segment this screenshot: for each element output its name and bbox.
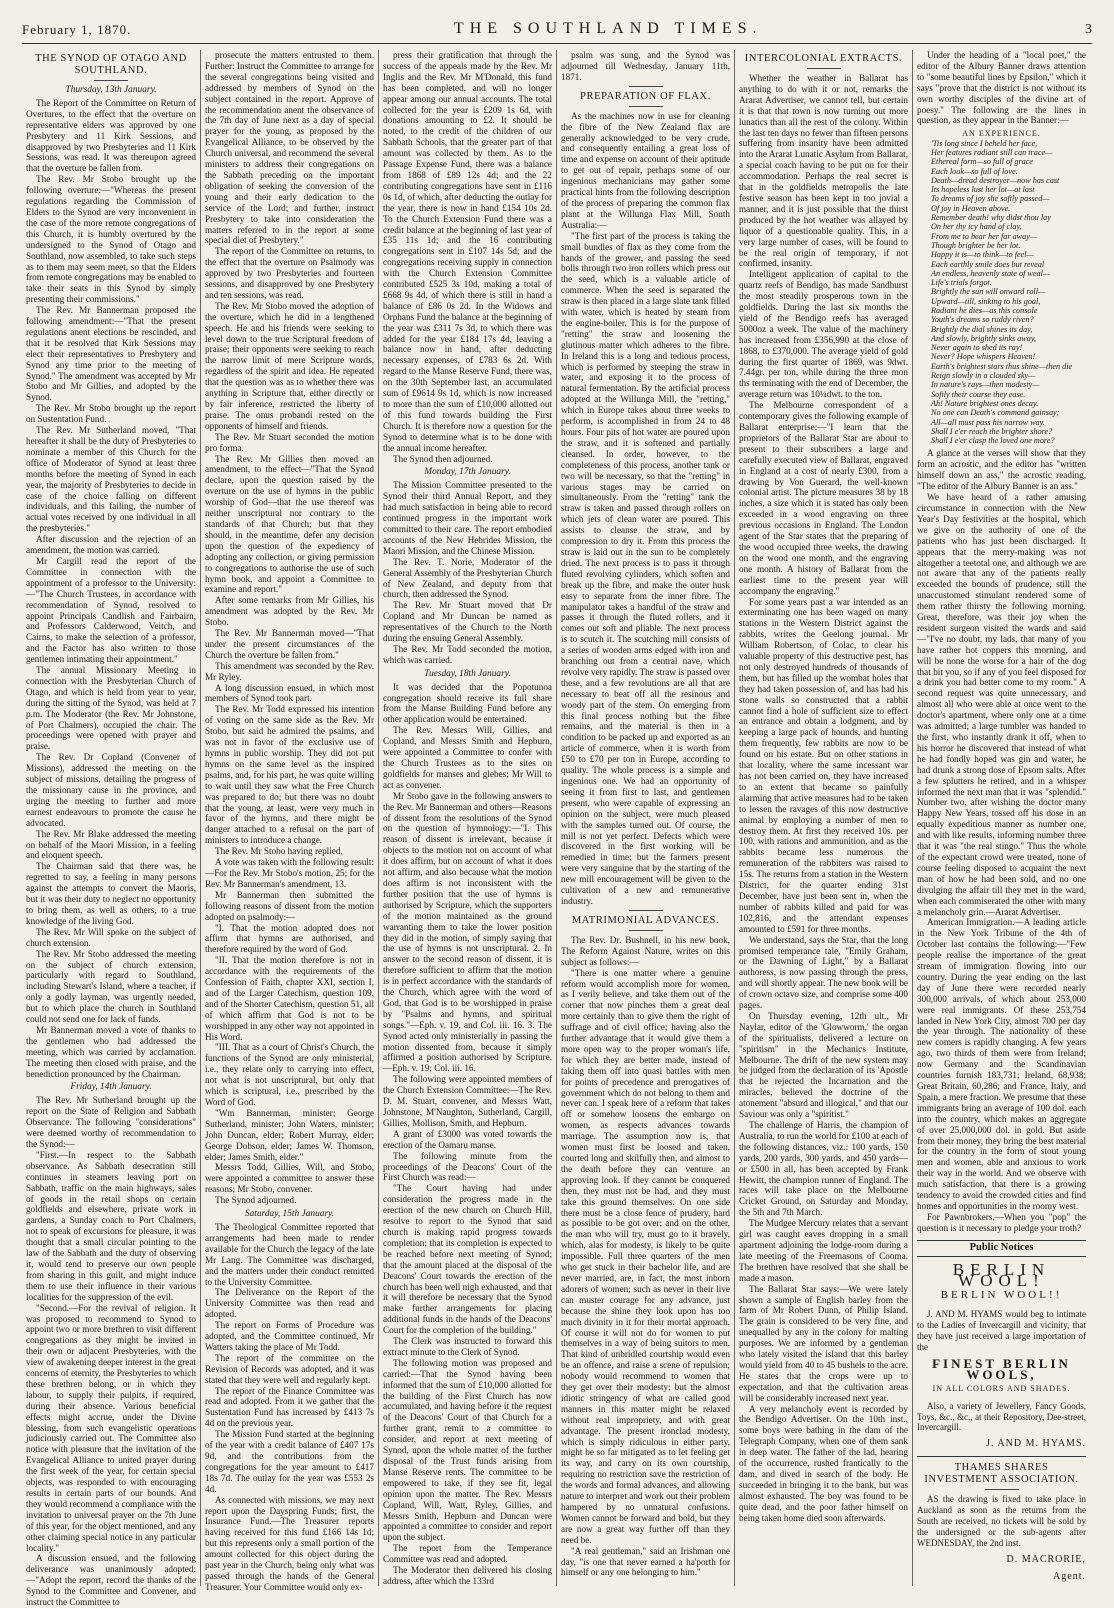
paragraph: After discussion and the rejection of an amendment, the motion was carried. xyxy=(26,534,196,556)
poem-line: Radiant he dies—as this console xyxy=(931,305,1038,315)
divider xyxy=(629,86,663,87)
column-4 xyxy=(556,50,734,1586)
intercolonial-article xyxy=(739,73,908,1524)
synod-part-3 xyxy=(205,50,374,1206)
paragraph: The Synod adjourned. xyxy=(215,1195,297,1206)
paragraph: After some remarks from Mr Gillies, his amendment was adopted by the Rev. Mr Stobo. xyxy=(205,595,374,628)
paragraph: The Rev. Mr Blake addressed the meeting on behalf of the Maori Mission, in a feeling and eloquent speech. xyxy=(26,828,196,861)
poem-line: Remember death! why didst thou lay xyxy=(931,213,1051,223)
ad-also: Also, a variety of Jewellery, Fancy Goods, Toys, &c., &c., at their Repository, Dee-street, Invercargill. xyxy=(917,1400,1086,1433)
paragraph: Whether the weather in Ballarat has anything to do with it or not, remarks the Ararat Advertiser, we cannot tell, but certain it is that that town is now turning out more lunatics than all the rest of the colony. Within the last ten days no fewer than fifteen persons suffering from insanity have been admitted into the Ararat Lunatic Asylum from Ballarat, a special coach having to be put on for their accommodation. Perhaps the real secret is that in the goldfields metropolis the late festive season has been kept in too jovial a manner, and it is just possible that the thirst produced by the hot weather was allayed by liquor of a questionable quality. This, in a very large number of cases, will be found to be the real origin of temporary, if not confirmed, insanity. xyxy=(739,73,908,269)
paragraph: The report of the committee on the Revision of Records was adopted, and it was stated that they were well and regularly kept. xyxy=(205,1352,374,1385)
synod-part-4 xyxy=(205,1222,374,1593)
paragraph: Mr Stobo gave in the following answers to the Rev. Mr Bannerman and others—Reasons of dissent from the resolutions of the Synod on the question of hymnology:—"I. This reason of dissent is irrelevant, because it objects to the motion not on account of what it does affirm, but on account of what it does not affirm, and also because what the motion does affirm is not inconsistent with the further position that the use of hymns is authorised by Scripture, which the supporters of the motion maintained as the ground warranting them to take the lower position they did in the motion, of simply saying that the use of hymns is not unscriptural. 2. In answer to the second reason of dissent, it is therefore sufficient to affirm that the motion is in perfect accordance with the standards of the Church, which agree with the word of God, that God is to be worshipped in praise by "Psalms and hymns, and spiritual songs."—Eph. v. 19, and Col. iii. 16. 3. The Synod acted only ministerially in passing the motion dissented from, because it simply affirmed a position authorised by Scripture.—Eph. v. 19; Col. iii. 16. xyxy=(383,790,552,1074)
paragraph: press their gratification that through the success of the appeals made by the Rev. Mr Inglis and the Rev. Mr M'Donald, this fund has been completed, and will no longer appear among our annual accounts. The total collected for the year is £209 1s 6d, with donations amounting to £2. It should be noted, to the credit of the children of our Sabbath Schools, that the greater part of that amount was collected by them. As to the Passage Expense Fund, there was a balance from 1868 of £89 12s 4d; and the 22 contributing congregations have sent in £116 0s 1d, of which, after deducting the outlay for the year, there is now in hand £154 10s 2d. To the Church Extension Fund there was a credit balance at the beginning of last year of £35 11s 1d; and the 16 contributing congregations sent in £107 14s 5d; and the congregations receiving supply in connection with the Church Extension Committee contributed £525 3s 10d, making a total of £668 9s 4d, of which there is still in hand a balance of £86 0s 2d. In the Widows and Orphans Fund the balance at the beginning of the year was £311 7s 3d, to which there was added for the year £184 17s 4d, leaving a balance now in hand, after deducting necessary expenses, of £783 6s 2d. With regard to the Manse Reserve Fund, there was, on the 30th September last, an accumulated sum of £9614 9s 1d, which is now increased to more than the sum of £10,000 allotted out of this fund towards building the First Church. It is therefore now a question for the Synod to determine what is to be done with the annual income hereafter. xyxy=(383,50,552,453)
poem-line: Though brighter be her lot. xyxy=(931,240,1021,250)
column-6 xyxy=(912,50,1090,1586)
paragraph: A discussion ensued, and the following deliverance was unanimously adopted:—"Adopt the report, record the thanks of the Synod to the Committee and Convener, and instruct the Committee to xyxy=(26,1553,196,1608)
poem-title: AN EXPERIENCE. xyxy=(962,129,1041,139)
poem-line: Life's trials forgot. xyxy=(931,278,992,288)
paragraph: The report of the Committee on returns, to the effect that the overture on Psalmody was approved by two Presbyteries and fourteen sessions, and disapproved by one Presbytery and ten sessions, was read. xyxy=(205,246,374,300)
poem-line: Ah! Nature brightest ones decay. xyxy=(931,398,1039,408)
paragraph: "I. That the motion adopted does not affirm that hymns are authorised, and therefore required by the word of God. xyxy=(205,922,374,955)
paragraph: "II. That the motion therefore is not in accordance with the requirements of the Confession of Faith, chapter XXI, section I, and of the Larger Catechism, question 109, and of the Shorter Catechism, question 51, all of which affirm that God is not to be worshipped in any other way not appointed in His Word. xyxy=(205,955,374,1042)
paragraph: Intelligent application of capital to the quartz reefs of Bendigo, has made Sandhurst the most steadily prosperous town in the goldfields. During the last six months the yield of the Bendigo reefs has averaged 5000oz a week. The value of the machinery has increased from £356,990 at the close of 1868, to £370,000. The average yield of gold during the first quarter of 1869, was 9dwt. 7.44gr. per ton, while during the three mon ths terminating with the end of December, the average return was 10¼dwt. to the ton. xyxy=(739,269,908,400)
synod-dateline: Saturday, 15th January. xyxy=(244,1209,335,1220)
paragraph: The following motion was proposed and carried:—That the Synod having been informed that the sum of £10,000 allotted for the building of the First Church has now accumulated, and having before it the request of the Deacons' Court of that Church for a further grant, remit to a committee to consider, and report at next meeting of Synod, upon the whole matter of the further disposal of the Trust funds arising from Manse Reserve rents. The committee to be empowered to take, if they see fit, legal opinion upon the matter. The Rev. Messrs Copland, Will, Watt, Ryley, Gillies, and Messrs Smith, Hepburn and Duncan were appointed a committee to consider and report upon the subject. xyxy=(383,1357,552,1543)
poem-line: Ethereal form—so full of grace xyxy=(931,157,1034,167)
poem-line: To dreams of joy she softly passed— xyxy=(931,194,1050,204)
paragraph: The Rev. Mr Gillies then moved an amendment, to the effect—"That the Synod declare, upon the question raised by the overture on the use of hymns in the public worship of God—that the use thereof was neither unscriptural nor contrary to the standards of that Church; but that they should, in the meantime, defer any decision upon the question of the expediency of adopting any collection, or giving permission to congregations to authorise the use of such hymn book, and appoint a Committee to examine and report." xyxy=(205,453,374,595)
synod-part-7 xyxy=(383,682,552,1587)
poem-line: In nature's rays—then modesty— xyxy=(931,380,1040,390)
paragraph: The Rev. Mr Sutherland brought up the report on the State of Religion and Sabbath Observance. The following "considerations" were deemed worthy of recommendation to the Synod:— xyxy=(26,1095,196,1149)
paragraph: The Chairman said that there was, he regretted to say, a feeling in many persons against the attempts to convert the Maoris, but it was their duty to neglect no opportunity to bring them, as well as others, to a true knowledge of the living God. xyxy=(26,861,196,926)
berlin-wool-ad xyxy=(917,1259,1086,1451)
poem-line: All—all must pass his narrow way. xyxy=(931,417,1045,427)
poem-line: Earth's brightest stars thus shine—then die xyxy=(931,361,1073,371)
paragraph: The Rev. Mr Sutherland moved, "That hereafter it shall be the duty of Presbyteries to nominate a member of this Church for the office of Moderator of Synod at least three months before the meeting of Synod in each year, the majority of Presbyteries to decide in case of the choice falling on different individuals, and this failing, the number of actual votes received by one individual in all the presbyteries." xyxy=(26,425,196,534)
paragraph: The Deliverance on the Report of the University Committee was then read and adopted. xyxy=(205,1287,374,1320)
synod-dateline: Monday, 17th January. xyxy=(424,467,511,478)
paragraph: The Rev. Mr Bannerman moved—"That under the present circumstances of the Church the overture be fallen from." xyxy=(205,628,374,660)
columns xyxy=(22,50,1092,1608)
paragraph: The Rev. Mr Stobo brought up the report on Sustentation Fund. xyxy=(26,403,196,425)
paragraph: A glance at the verses will show that they form an acrostic, and the editor has "written himself down an ass," the acrostic reading, "The editor of the Albury Banner is an ass." xyxy=(917,448,1086,492)
synod-dateline: Thursday, 13th January. xyxy=(65,85,157,95)
paragraph: A vote was taken with the following result:—For the Rev. Mr Stobo's motion, 25; for the Rev. Mr Bannerman's amendment, 13. xyxy=(205,857,374,889)
divider xyxy=(807,68,841,69)
paragraph: The report from the Temperance Committee was read and adopted. xyxy=(383,1543,552,1565)
divider xyxy=(985,1489,1019,1490)
poem-line: Death—dread destroyer—now has cast xyxy=(931,175,1060,185)
synod-part-6 xyxy=(383,480,552,665)
paragraph: "There is one matter where a genuine reform would accomplish more for women, as I verily believe, and take them out of the corner that now pinches them a great deal more certainly than to give them the right of suffrage and of civil office; having also the further advantage that it would give them a more open way to the proper woman's life, for which they are better made, instead of taking them off into quasi battles with men for points of precedence and prerogatives of government which do not belong to them and never can. I speak here of a reform that takes off or somehow loosens the embargo on women, as respects advances towards marriage. The assumption now is, that women must first be loosed and taken, courted long and skilfully then, and almost to the death before they can venture an approving look. If they cannot be conquered then, they must not be had, and they must take this ground themselves. On one side there must be a close fence of prudery, hard as possible to be got over; and on the other, the man who will try, must go to it bravely, which, alas for modesty, is likely to be quite impossible. Full three quarters of the men who get stuck in their bachelor life, and are never married, are, in fact, the most inborn adorers of women; such as never in their live can muster courage for any advance, just because the shine they look upon has too much divinity in it for their mortal approach. Of course it will not do for women to put themselves in a way of being suitors to men. That kind of unbridled courtship would even be an offence, and raise a scene of repulsion; nobody would recommend to women that they get over their modesty; but the almost idiotic stringency of what are called good manners in this matter might be relaxed without real impropriety, and with great advantage. The present ironclad modesty, which is simply ridiculous in either party, might be so far mitigated as to let feeling get its way, and carry on its own courtship, requiring no restriction save the restriction of the words and formal advances, and allowing nature to interpret and work out their problem hampered by no unnatural confusions. Women cannot be forward and bold, but they are now a great way further off than they need be. xyxy=(561,967,730,1545)
paragraph: The Rev. Mr Stobo having replied, xyxy=(215,846,343,857)
paragraph: The Rev. Dr Copland (Convener of Missions), addressed the meeting on the subject of missions, detailing the progress of the missionary cause in the province, and urging the meeting to further and more earnest endeavours to promote the cause he advocated. xyxy=(26,752,196,828)
ad-role: Agent. xyxy=(1053,1570,1086,1582)
paragraph: The Report of the Committee on Return of Overtures, to the effect that the overture on representative elders was approved by one Presbytery and 11 Kirk Sessions, and disapproved by two Presbyteries and 11 Kirk Sessions, was read. It was thereupon agreed that the overture be fallen from. xyxy=(26,97,196,174)
poem-line: On her thy icy hand of clay, xyxy=(931,222,1022,232)
poem-line: Her features radiant still can trace— xyxy=(931,147,1053,157)
paragraph: The Mission Fund started at the beginning of the year with a credit balance of £407 17s 9d, and the contributions from the congregations for the year amount to £417 18s 7d. The outlay for the year was £553 2s 4d. xyxy=(205,1429,374,1494)
paragraph: The Rev. Mr Stobo moved the adoption of the overture, which he did in a lengthened speech. He and his friends were seeking to level down to the true Scriptural freedom of praise; their opponents were seeking to reach the narrow limit of mere Scripture words, regardless of the spirit and idea. He repeated that the question was as to whether there was anything in Scripture that, either directly or by fair inference, restricted the liberty of praise. The onus probandi rested on the opponents of himself and friends. xyxy=(205,300,374,431)
paragraph: "A real gentleman," said an Irishman one day, "is one that never earned a ha'porth for himself or any one belonging to him." xyxy=(561,1545,730,1578)
paragraph: "III. That as a court of Christ's Church, the functions of the Synod are only ministerial, i.e., they relate only to carrying into effect, not what is not unscriptural, but only that which is scriptural, i.e., prescribed by the Word of God. xyxy=(205,1042,374,1107)
intercolonial-heading: INTERCOLONIAL EXTRACTS. xyxy=(744,53,903,64)
ad-signature: D. MACRORIE, xyxy=(1006,1553,1086,1565)
paragraph: The Rev. Messrs Will, Gillies, and Copland, and Messrs Smith and Hepburn, were appointed a Committee to confer with the Church Trustees as to the sites on goldfields for manses and glebes; Mr Will to act as convener. xyxy=(383,725,552,790)
issue-date: February 1, 1870. xyxy=(22,22,132,37)
paragraph: Mr Bannerman then submitted the following reasons of dissent from the motion adopted on psalmody:— xyxy=(205,889,374,922)
paragraph: We understand, says the Star, that the long promised temperance tale, "Emily Graham, or the Dawning of Light," by a Ballarat authoress, is now passing through the press, and will shortly appear. The new book will be of crown octavo size, and comprise some 400 pages. xyxy=(739,934,908,1011)
poem-line: Its hopeless lust her lot—at last xyxy=(931,185,1035,195)
divider xyxy=(629,106,663,107)
synod-dateline: Friday, 14th January. xyxy=(70,1082,152,1093)
ad-title: THAMES SHARES INVESTMENT ASSOCIATION. xyxy=(924,1462,1079,1486)
ad-feature: FINEST BERLIN WOOLS, xyxy=(932,1355,1071,1382)
paragraph: For Pawnbrokers.—When you "pop" the question is it necessary to pledge your troth? xyxy=(917,1211,1086,1233)
paragraph: The Rev. T. Norie, Moderator of the General Assembly of the Presbyterian Church of New Zealand, and deputy from that church, then addressed the Synod. xyxy=(383,556,552,600)
paragraph: prosecute the matters entrusted to them. Further: Instruct the Committee to arrange for the several congregations being visited and addressed by members of Synod on the subject contained in the report. Approve of the recommendation anent the observance of the 7th day of June next as a day of special prayer for the young, as proposed by the Evangelical Alliance, to be observed by the Church universal, and recommend the several ministers to address their congregations on the Sabbath preceding on the important obligation of seeking the conversion of the young and their early dedication to the service of the Lord; and further, instruct Presbytery to take into consideration the matters referred to in the report at some special diet of Presbytery." xyxy=(205,50,374,246)
paragraph: The Moderator then delivered his closing address, after which the 133rd xyxy=(383,1565,552,1586)
paragraph: On Thursday evening, 12th ult., Mr Naylar, editor of the 'Glowworm,' the organ of the spiritualists, delivered a lecture on "spiritism" in the Mechanics Institute, Melbourne. The drift of the new system may be judged from the declaration of its 'Apostle that he rejected the Incarnation and the miracles, believed the doctrine of the atonement "absurd and illogical," and that our Saviour was only a "spiritist." xyxy=(739,1010,908,1120)
synod-part-5 xyxy=(383,50,552,464)
paragraph: "First.—In respect to the Sabbath observance. As Sabbath desecration still continues in steamers leaving port on Sabbath, traffic on the main highways, sales of goods in the retail shops on certain goldfields and elsewhere, private work in gardens, a Sunday coach to Port Chalmers, not to speak of excursions for pleasure, it was thought that a small circular pointing to the law of the Sabbath and the duty of observing it, would tend to preserve our own people from sharing in this guilt, and might induce them to use their influence in their various localities for the suppression of the evil. xyxy=(26,1149,196,1302)
divider xyxy=(94,80,128,81)
paragraph: The report of the Finance Committee was read and adopted. From it we gather that the Sustentation Fund has increased by £413 7s 4d on the previous year. xyxy=(205,1385,374,1429)
paragraph: As the machines now in use for cleaning the fibre of the New Zealand flax are generally acknowledged to be very crude, and consequently entailing a great loss of time and expense on account of their aptitude to get out of repair, perhaps some of our ingenious mechanicians may gather some practical hints from the following description of the process of preparing the common flax plant at the Willunga Flax Mill, South Australia:— xyxy=(561,110,730,230)
paragraph: The Melbourne correspondent of a contemporary gives the following example of Ballarat enterprise:—"I learn that the proprietors of the Ballarat Star are about to present to their subscribers a large and carefully executed view of Ballarat, engraved in England at a cost of nearly £300, from a drawing by Von Guerard, the well-known colonial artist. The picture measures 38 by 18 inches, a size which it is stated has only been exceeded in a wood engraving on three previous occasions in England. The London agent of the Star states that the preparing of the wood occupied three weeks, the drawing on the wood one month, and the engraving one month. A history of Ballarat from the earliest time to the present year will accompany the engraving." xyxy=(739,400,908,596)
synod-heading: THE SYNOD OF OTAGO AND SOUTHLAND. xyxy=(35,53,187,76)
paragraph: The Ballarat Star says:—We were lately shown a sample of English barley from the farm of Mr Robert Dunn, of Philip Island. The grain is considered to be very fine, and unequalled by any in the colony for malting purposes. We are informed by a gentleman who lately visited the island that this barley would yield from 40 to 45 bushels to the acre. He states that the crops were up to expectation, and that the cultivation areas will be considerably increased next year. xyxy=(739,1283,908,1403)
divider xyxy=(629,910,663,911)
column-2 xyxy=(200,50,378,1592)
paragraph: The Rev. Mr Stobo addressed the meeting on the subject of church extension, particularly with regard to Southland, including Stewart's Island, where a teacher, if only a godly layman, was urgently needed, but to which place the church in Southland could not send one for lack of funds. xyxy=(26,948,196,1025)
paragraph: For some years past a war intended as an exterminating one has been waged on many stations in the Western District against the rabbits, writes the Geelong journal. Mr William Robertson, of Colac, to clear his valuable property of this destructive pest, has not only destroyed hundreds of thousands of them, but has filled up the wombat holes that they had taken possession of, and has had his stone walls so constructed that a rabbit cannot find a hole of sufficient size to effect an entrance and obtain a lodgment, and by keeping a large pack of hounds, and hunting them frequently, few rabbits are now to be found on his estate. But on other stations in that locality, where the same incessant war has not been carried on, they have increased to an extent that became so painfully alarming that active measures had to be taken to lessen the ravages of this now destructive animal by employing a number of men to destroy them. At first they received 10s. per 100, with rations and ammunition, and as the rabbits became less numerous the remuneration of the rabbiters was raised to 15s. The returns from a station in the Western District, for the quarter ending 31st December, have just been sent in, when the number of rabbits killed and paid for was 102,816, and the attendant expenses amounted to £591 for three months. xyxy=(739,596,908,934)
paragraph: The Rev. Mr Bannerman proposed the following amendment:—"That the present regulations anent elections be rescinded, and that it be resolved that Kirk Sessions may elect their representatives to Presbytery and Synod any time prior to the meeting of Synod." The amendment was accepted by Mr Stobo and Mr Gillies, and adopted by the Synod. xyxy=(26,305,196,403)
column-1 xyxy=(22,50,200,1608)
paragraph: The Rev. Mr Will spoke on the subject of church extension. xyxy=(26,926,196,948)
poem xyxy=(931,129,1086,445)
ad-colors: IN ALL COLORS AND SHADES. xyxy=(932,1383,1071,1393)
paragraph: "Second.—For the revival of religion. It was proposed to recommend to Synod to appoint two or more brethren to visit different congregations as they might be invited in their own or adjacent Presbyteries, with the view of awakening deeper interest in the great concerns of eternity, the Presbyteries to which these brethren belong, or in which they labour, to supply their pulpits, if required, during their absence. Various beneficial effects might accrue, under the Divine blessing, from such evangelistic operations judiciously carried out. The Committee also notice with pleasure that the invitation of the Evangelical Alliance to united prayer during the first week of the year, for certain special objects, was responded to with encouraging results in certain parts of our bounds. And they would recommend a compliance with the invitation to universal prayer on the 7th June of this year, for the object mentioned, and any other claiming special notice in any particular locality." xyxy=(26,1302,196,1553)
paragraph: The Rev. Mr Stuart moved that Dr Copland and Mr Duncan be named as representatives of the Church to the North during the ensuing General Assembly. xyxy=(383,600,552,644)
poem-line: Brightly the dial shines its day, xyxy=(931,324,1033,334)
paragraph: The following were appointed members of the Church Extension Committee:—The Rev. D. M. Stuart, convener, and Messrs Watt, Johnstone, M'Naughton, Sutherland, Cargill, Gillies, Mollison, Smith, and Hepburn. xyxy=(383,1074,552,1128)
poem-line: Of joy in Heaven above. xyxy=(931,203,1011,213)
poem-line: Shall I e'er reach the brighter shore? xyxy=(931,426,1053,436)
flax-article xyxy=(561,111,730,907)
paragraph: The Theological Committee reported that arrangements had been made to render available for the Church the legacy of the late Mr Lang. The Committee was discharged, and the matters under their conduct remitted to the University Committee. xyxy=(205,1221,374,1287)
paragraph: The following minute from the proceedings of the Deacons' Court of the First Church was read:— xyxy=(383,1150,552,1183)
ad-body: J. AND M. HYAMS would beg to intimate to the Ladies of Invercargill and vicinity, that they have just received a large importation of the xyxy=(917,1309,1086,1353)
synod-conclusion xyxy=(561,50,730,83)
poem-line: No one can Death's command gainsay; xyxy=(931,408,1060,418)
paragraph: Mr Cargill read the report of the Committee in connection with the appointment of a professor to the University:—"The Church Trustees, in accordance with recommendation of Synod, resolved to appoint Principals Candlish and Fairbairn, and Professors Calderwood, Veitch, and Cairns, to make the selection of a professor, and the Factor has also written to those gentlemen intimating their appointment." xyxy=(26,555,196,665)
paragraph: The Mudgee Mercury relates that a servant girl was caught eaves dropping in a small apartment adjoining the lodge-room during a late meeting of the Freemasons of Cooma. The brethren have resolved that she shall be made a mason. xyxy=(739,1218,908,1283)
paragraph: It was decided that the Popotunoa congregation should receive its full share from the Manse Building Fund before any other application would be entertained. xyxy=(383,681,552,725)
paragraph: psalm was sung, and the Synod was adjourned till Wednesday, January 11th, 1871. xyxy=(561,50,730,82)
paragraph: As connected with missions, we may next report upon the Dayspring Funds; first, the Insurance Fund.—The Treasurer reports having received for this fund £166 14s 1d; but this represents only a small portion of the amount collected for this object during the past year in the Church, being only what was passed through the hands of the General Treasurer. Your Committee would only ex- xyxy=(205,1494,374,1592)
ad-signature: J. AND M. HYAMS. xyxy=(986,1438,1086,1450)
public-notices-label: Public Notices xyxy=(917,1240,1086,1257)
poem-line: Upward—till, sinking to his goal, xyxy=(931,296,1041,306)
divider xyxy=(629,930,663,931)
poem-line: Each look—so full of love. xyxy=(931,166,1018,176)
synod-part-2 xyxy=(26,1095,196,1608)
paragraph: The Rev. Mr Stobo brought up the following overture:—"Whereas the present regulations regarding the Commission of Elders to the Synod are very inconvenient in the case of the more remote congregations of this Church, it is humbly overtured by the undersigned to the Synod of Otago and Southland, now assembled, to take such steps as to them may seem meet, so that the Elders from remote congregations may be enabled to take their seats in this Synod by simply presenting their commissions." xyxy=(26,174,196,305)
poem-line: Never again to shed its ray! xyxy=(931,343,1023,353)
poem-line: Reign slowly in a clouded sky— xyxy=(931,371,1036,381)
matrimonial-article xyxy=(561,935,730,1578)
paragraph: This amendment was seconded by the Rev. Mr Ryley. xyxy=(205,660,374,682)
paragraph: The Rev. Mr Todd seconded the motion, which was carried. xyxy=(383,643,552,665)
poet-intro: Under the heading of a "local poet," the editor of the Albury Banner draws attention to "some beautiful lines by Epsilon," which it says "prove that the district is not without its own worthy disciples of the divine art of poesy." The following are the lines in question, as they appear in the Banner:— xyxy=(917,50,1086,126)
misc-articles xyxy=(917,448,1086,1233)
column-3 xyxy=(378,50,556,1586)
paragraph: The Clerk was instructed to forward this extract minute to the Clerk of Synod. xyxy=(383,1336,552,1357)
matrimonial-heading: MATRIMONIAL ADVANCES. xyxy=(571,914,720,926)
paragraph: "The first part of the process is taking the small bundles of flax as they come from the hands of the grower, and passing the seed bolls through two iron rollers which press out the seed, which is a valuable article of commerce. When the seed is separated the straw is then placed in a large slate tank filled with water, which is heated by steam from the engine-boiler. This is for the purpose of "retting" the straw and loosening the glutinous matter which adheres to the fibre. In Ireland this is a long and tedious process, which is performed by steeping the straw in water, and exposing it to the process of natural fermentation. By the artificial process adopted at the Willunga Mill, the "retting," which in Europe takes about three weeks to perform, is accomplished in from 24 to 48 hours. Four pits of hot water are poured upon the straw, and it is softened and partially cleansed. In order, however, to the completeness of this process, another tank or two will be necessary, so that the "retting" in various stages may be carried on simultaneously. From the "retting" tank the straw is taken and passed through rollers on which jets of clean water are poured. This assists to cleanse the straw, and by compression to dry it. From this process the straw is laid out in the sun to be completely dried. The next process is to pass it through fluted revolving cylinders, which soften and break up the fibre, and make the outer husk easy to separate from the inner fibre. The manipulator takes a handful of the straw and passes it through the fluted rollers, and it comes out soft and pliable. The next process is to scutch it. The scutching mill consists of a series of wooden arms edged with iron and branching out from a central nave, which revolve very rapidly. The straw is passed over these, and a few revolutions are all that are necessary to beat off all the resinous and woody part of the stem. On emerging from this final process nothing but the fibre remains, and the material is then in a condition to be packed up and exported as an article of commerce, when it is worth from £50 to £70 per ton in Europe, according to quality. The whole process is a simple and ingenious one. We had an opportunity of seeing it from first to last, and gentlemen present, who were capable of expressing an opinion on the subject, were much pleased with the samples turned out. Of course, the mill is not yet perfect. Defects which were discovered in the first working will be remedied in time; but the farmers present were very sanguine that by the starting of the new mill encouragement will be given to the cultivation of a new and remunerative industry. xyxy=(561,230,730,906)
ad-subtitle: BERLIN WOOL!! xyxy=(940,1289,1063,1302)
paragraph: A long discussion ensued, in which most members of Synod took part. xyxy=(205,682,374,704)
poem-line: And slowly, brightly sinks away, xyxy=(931,333,1037,343)
paragraph: The Synod then adjourned. xyxy=(393,453,493,464)
ad-title: BERLIN WOOL! xyxy=(952,1259,1051,1290)
thames-shares-ad xyxy=(917,1462,1086,1582)
paragraph: Mr Bannerman moved a vote of thanks to the gentlemen who had addressed the meeting, which was carried by acclamation. The meeting then closed with praise, and the benediction pronounced by the Chairman. xyxy=(26,1024,196,1079)
poem-lines xyxy=(931,139,1086,446)
synod-dateline: Tuesday, 18th January. xyxy=(424,668,511,679)
masthead xyxy=(22,14,1092,44)
poem-line: Shall I e'er clasp the loved one more? xyxy=(931,436,1055,446)
paragraph: The Rev. Mr Todd expressed his intention of voting on the same side as the Rev. Mr Stobo, but said he admired the psalms, and was not in favor of the exclusive use of hymns in public worship. They did not put hymns on the same level as the inspired psalms, and, for his part, he was quite willing to wait until they saw what the Free Church was prepared to do; but there was no doubt that the young, at least, were very much in favor of the hymns, and there might be danger attached to a refusal on the part of ministers to introduce a change. xyxy=(205,704,374,846)
paragraph: The annual Missionary Meeting in connection with the Presbyterian Church of Otago, and which is held from year to year, during the sitting of the Synod, was held at 7 p.m. The Moderator (the Rev. Mr Johnstone, of Port Chalmers), occupied the chair. The proceedings were opened with prayer and praise. xyxy=(26,665,196,752)
synod-part-1 xyxy=(26,98,196,1080)
flax-heading: PREPARATION OF FLAX. xyxy=(580,90,711,102)
paragraph: We have heard of a rather amusing circumstance in connection with the New Year's Day festivities at the hospital, which we give on the authority of one of the patients who has just been discharged. It appears that the merry-making was not altogether a teetotal one, and although we are not aware that any of the patients really exceeded the bounds of prudence, still the unaccustomed stimulant rendered some of them rather thirsty the following morning. Great, therefore, was their joy when the resident surgeon visited the wards and said—"I've no doubt, my lads, that many of you have rather hot coppers this morning, and will be none the worse for a hair of the dog that bit you, so if any of you feel disposed for a drink you had better come to my room." A second request was quite unnecessary, and almost all who were able at once went to the doctor's apartment, where only one at a time was admitted; a large tumbler was handed to the first, who instantly drank it off, when to his horror he discovered that instead of what he had fondly hoped was gin and water, he had drunk a strong dose of Epsom salts. After a few splutters he retired, and in a whisper informed the next man that it was "splendid." Number two, after wishing the doctor many Happy New Years, tossed off his dose in an equally expeditious manner as number one, and with like results, informing number three that it was "the real stingo." Thus the whole of the expectant crowd were treated, none of course feeling disposed to acquaint the next man of how he had been sold, and no one divulging the affair till they met in the ward, when each commiserated the other with many a melancholy grin.—Ararat Advertiser. xyxy=(917,492,1086,917)
paragraph: The Rev. Mr Stuart seconded the motion pro forma. xyxy=(205,431,374,453)
paragraph: A very melancholy event is recorded by the Bendigo Advertiser. On the 10th inst., some boys were bathing in the dam of the Telegraph Company, when one of them sank in deep water. The father of the lad, hearing of the occurrence, rushed frantically to the dam, and dived in search of the body. He succeeded in bringing it to the bank, but was almost exhausted. The boy was found to be quite dead, and the poor father himself on being taken home died soon afterwards. xyxy=(739,1403,908,1523)
poem-line: From me to bear her far away— xyxy=(931,231,1038,241)
paragraph: "The Court having had under consideration the progress made in the erection of the new church on Church Hill, resolve to report to the Synod that said church is making rapid progress towards completion; that its completion is expected to be reached before next meeting of Synod; that the amount placed at the disposal of the Deacons' Court towards the erection of the church has been well nigh exhausted, and that it will therefore be necessary that the Synod make further arrangements for placing additional funds in the hands of the Deacons' Court for the completion of the building." xyxy=(383,1183,552,1336)
poem-line: Each earthly smile does but reveal xyxy=(931,259,1045,269)
ad-body: AS the drawing is fixed to take place in Auckland as soon as the returns from the South are received, no tickets will be sold by the undersigned or the sub-agents after WEDNESDAY, the 2nd inst. xyxy=(917,1494,1086,1548)
column-5 xyxy=(734,50,912,1586)
poem-line: 'Tis long since I beheld her face, xyxy=(931,138,1038,148)
poem-line: Brightly the sun will onward roll— xyxy=(931,287,1046,297)
poem-line: Softly their course they ease. xyxy=(931,389,1026,399)
paragraph: The challenge of Harris, the champion of Australia, to run the world for £100 at each of the following distances, viz.: 100 yards, 150 yards, 200 yards, 300 yards, and 450 yards—or £500 in all, has been accepted by Frank Hewitt, the champion runner of England. The races will take place on the Melbourne Cricket Ground, on Saturday and Monday, the 5th and 7th March. xyxy=(739,1120,908,1218)
paragraph: American Immigration.—A leading article in the New York Tribune of the 4th of October last contains the following:—"Few people realise the importance of the great stream of immigration flowing into our country. During the year ending on the last day of June there were recorded nearly 300,000 arrivals, of which about 253,000 were real immigrants. Of these 253,754 landed in New York City, almost 700 per day the year through. The nationality of these new comers is rapidly changing. A few years ago, two thirds of them were from Ireland; now Germany and the Scandinavian countries furnish 183,731; Ireland, 68,938; Great Britain, 60,286; and France, Italy, and Spain, a mere fraction. We presume that these immigrants bring an average of 100 dol. each into the country, which makes an aggregate of over 25,000,000 dol. in gold. But aside from their money, they bring the best material for the country in the form of stout young men and women, able and anxious to work their way in the world. And we observe with much satisfaction, that there is a growing tendency to avoid the crowded cities and find homes and opportunities in the roomy west. xyxy=(917,917,1086,1211)
poem-line: Never? Hope whispers Heaven! xyxy=(931,352,1036,362)
paragraph: "Wm Bannerman, minister; George Sutherland, minister; John Waters, minister; John Duncan, elder; Robert Murray, elder; George Dobson, elder; James W. Thomson, elder; James Smith, elder." xyxy=(205,1107,374,1162)
poem-line: Happy it is—to think—to feel— xyxy=(931,250,1034,260)
paragraph: The report on Forms of Procedure was adopted, and the Committee continued, Mr Watters taking the place of Mr Todd. xyxy=(205,1320,374,1352)
paragraph: The Mission Committee presented to the Synod their third Annual Report, and they had much satisfaction in being able to record continued progress in the important work committed to their care. The report embodied accounts of the New Hebrides Mission, the Maori Mission, and the Chinese Mission. xyxy=(383,480,552,556)
poem-line: Youth's dreams so ruddy riven? xyxy=(931,315,1034,325)
paragraph: A grant of £3000 was voted towards the erection of the Oamaru manse. xyxy=(383,1128,552,1150)
divider xyxy=(917,1456,1086,1457)
newspaper-title: THE SOUTHLAND TIMES. xyxy=(453,20,763,37)
paragraph: The Rev. Dr. Bushnell, in his new book, The Reform Against Nature, writes on this subject as follows:— xyxy=(561,934,730,967)
page-number: 3 xyxy=(1085,22,1092,37)
poem-line: An endless, heavenly state of weal— xyxy=(931,268,1051,278)
paragraph: Messrs Todd, Gillies, Will, and Stobo, were appointed a committee to answer these reasons; Mr Stobo, convener. xyxy=(205,1162,374,1195)
